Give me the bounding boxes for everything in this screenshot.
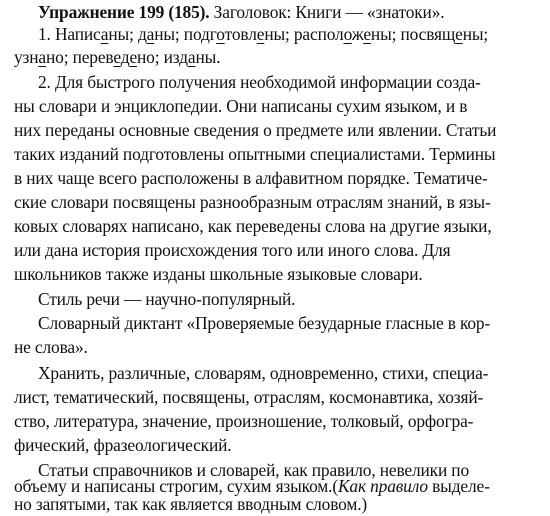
- part1-line-2-underlined-vowel: а: [38, 47, 46, 67]
- part1-line-1-segment: ж: [351, 24, 364, 44]
- exercise-heading: [38, 0, 528, 24]
- dictation-line-2: не слова».: [14, 337, 88, 357]
- dictation-line-1: Словарный диктант «Проверяемые безударные гласные в кор-: [38, 313, 491, 333]
- part2-line-8: или дана история происхождения того или иного слова. Для: [14, 240, 451, 260]
- part2-line-5: в них чаще всего расположены в алфавитном порядке. Тематиче-: [14, 168, 488, 188]
- part1-line-1: [38, 22, 528, 46]
- part1-line-2: [14, 45, 528, 69]
- words-line-3: ство, литература, значение, произношение, толковый, орфогра-: [14, 411, 474, 431]
- final-line-2-italic: Как правило: [338, 476, 428, 496]
- part2-line-9: школьников также изданы школьные языковые словари.: [14, 264, 423, 284]
- part1-line-1-underlined-vowel: е: [455, 24, 463, 44]
- words-line-1: Хранить, различные, словарям, одновременно, стихи, специа-: [38, 363, 489, 383]
- words-line-2: лист, тематический, посвящены, отраслям, космонавтика, хозяй-: [14, 387, 484, 407]
- part1-line-1-segment: ны;: [462, 24, 489, 44]
- part1-line-2-segment: но; перев: [46, 47, 114, 67]
- final-line-3: но запятыми, так как является вводным словом.): [14, 494, 368, 514]
- part1-line-2-segment: д: [120, 47, 130, 67]
- style-line: Стиль речи — научно-популярный.: [38, 289, 296, 309]
- part1-line-1-segment: 1. Напис: [38, 24, 101, 44]
- words-line-4: фический, фразеологический.: [14, 435, 232, 455]
- part1-line-1-segment: ны; распол: [264, 24, 344, 44]
- part2-line-7: ковых словарях написано, как переведены слова на другие языки,: [14, 216, 492, 236]
- part1-line-1-underlined-vowel: о: [343, 24, 352, 44]
- part1-line-1-segment: ны; д: [108, 24, 147, 44]
- part1-line-1-underlined-vowel: е: [363, 24, 371, 44]
- part1-line-1-underlined-vowel: а: [100, 24, 109, 44]
- part1-line-2-segment: узн: [14, 47, 39, 67]
- final-line-2-text: объему и написаны строгим, сухим языком.(: [14, 476, 338, 496]
- part1-line-2-segment: но; изд: [137, 47, 188, 67]
- part1-line-2-underlined-vowel: е: [129, 47, 138, 67]
- part1-line-2-segment: ны.: [195, 47, 221, 67]
- part1-line-2-underlined-vowel: е: [113, 47, 121, 67]
- part1-line-1-segment: товл: [224, 24, 257, 44]
- final-line-1: Статьи справочников и словарей, как правило, невелики по: [38, 460, 470, 480]
- part1-line-1-underlined-vowel: а: [146, 24, 155, 44]
- part2-line-6: ские словари посвящены разнообразным отраслям знаний, в язы-: [14, 192, 491, 212]
- part1-line-1-segment: ны; посвящ: [370, 24, 456, 44]
- final-line-2-end: выделе-: [427, 476, 490, 496]
- exercise-title: Заголовок: Книги — «знатоки».: [209, 2, 445, 22]
- part1-line-2-underlined-vowel: а: [187, 47, 196, 67]
- part1-line-1-underlined-vowel: о: [216, 24, 225, 44]
- part2-line-3: них переданы основные сведения о предмете или явлении. Статьи: [14, 120, 497, 140]
- part2-line-2: ны словари и энциклопедии. Они написаны сухим языком, и в: [14, 96, 468, 116]
- part2-line-1: 2. Для быстрого получения необходимой информации созда-: [38, 72, 481, 92]
- part2-line-4: таких изданий подготовлены опытными специалистами. Термины: [14, 144, 496, 164]
- part1-line-1-underlined-vowel: е: [256, 24, 265, 44]
- exercise-number: Упражнение 199 (185).: [38, 2, 210, 22]
- part1-line-1-segment: ны; подг: [154, 24, 217, 44]
- final-line-2: [14, 476, 528, 496]
